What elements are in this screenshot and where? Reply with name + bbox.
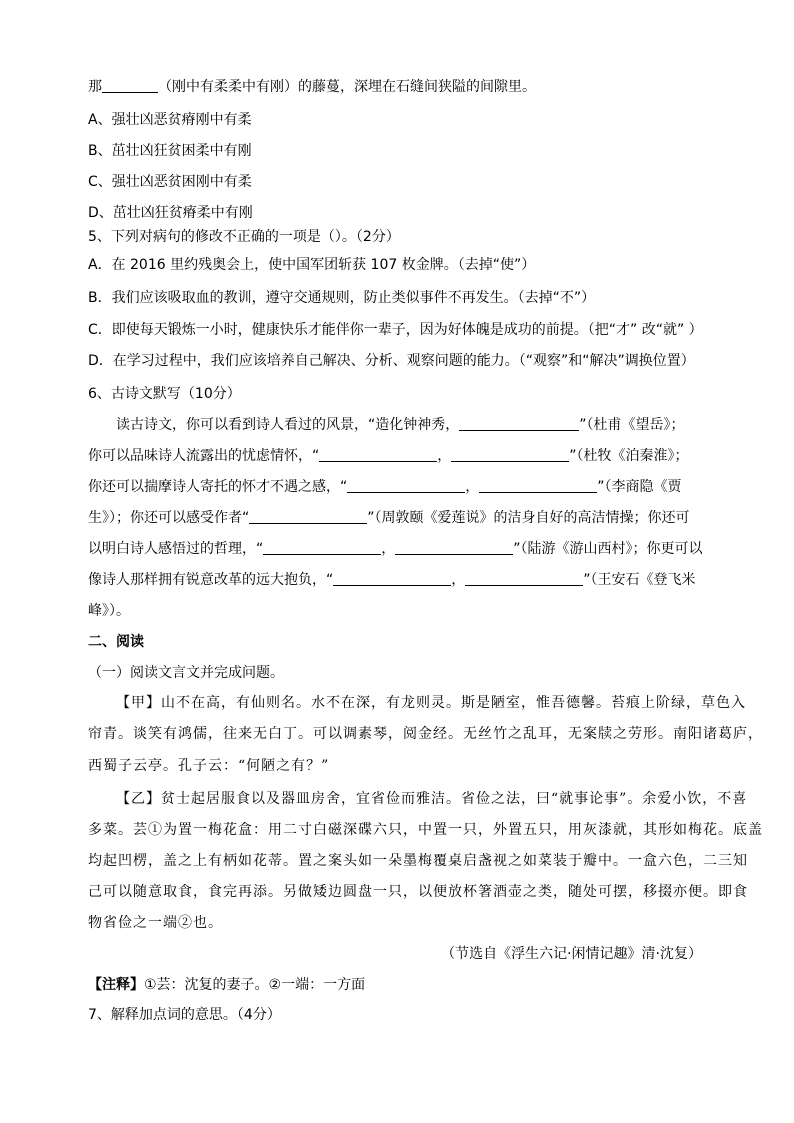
q6-line-1: 读古诗文，你可以看到诗人看过的风景，“造化钟神秀， ”（杜甫《望岳》； [116, 417, 685, 433]
q7-title: 7、解释加点词的意思。（4分） [88, 1007, 281, 1023]
yi-line-3: 均起凹楞，盖之上有柄如花蒂。置之案头如一朵墨梅覆桌启盏视之如菜装于瓣中。一盒六色，二三知 [88, 853, 748, 869]
jia-line-3: 西蜀子云亭。孔子云：“何陋之有？” [88, 758, 330, 774]
jia-line-2: 帘青。谈笑有鸿儒，往来无白丁。可以调素琴，阅金经。无丝竹之乱耳，无案牍之劳形。南阳诸葛庐， [88, 726, 763, 742]
source-citation: （节选自《浮生六记·闲情记趣》清·沈复） [441, 946, 702, 962]
q4-option-d: D、茁壮凶狂贫瘠柔中有刚 [88, 205, 253, 221]
q4-option-b: B、茁壮凶狂贫困柔中有刚 [88, 143, 252, 159]
q4-answer-blank [102, 78, 158, 93]
q6-blank-9 [333, 571, 451, 586]
q6-blank-2 [319, 447, 437, 462]
q5-option-b: B．我们应该吸取血的教训，遵守交通规则，防止类似事件不再发生。（去掉“不”） [88, 290, 596, 306]
yi-line-5: 物省俭之一端②也。 [88, 915, 223, 931]
note-label: 【注释】 [88, 977, 144, 993]
q5-option-a: A．在 2016 里约残奥会上，使中国军团斩获 107 枚金牌。（去掉“使”） [88, 257, 536, 273]
q5-option-d: D．在学习过程中，我们应该培养自己解决、分析、观察问题的能力。（“观察”和“解决”调换位置） [88, 353, 695, 369]
note-text: ①芸：沈复的妻子。②一端：一方面 [144, 977, 366, 993]
q6-title: 6、古诗文默写（10分） [88, 386, 241, 402]
q6-line-3: 你还可以揣摩诗人寄托的怀才不遇之感，“ ， ”（李商隐《贾 [88, 479, 682, 495]
q4-option-c: C、强壮凶恶贫困刚中有柔 [88, 174, 252, 190]
q6-blank-7 [263, 540, 381, 555]
q6-line-5: 以明白诗人感悟过的哲理，“ ， ”（陆游《游山西村》；你更可以 [88, 541, 703, 557]
reading-section-title: 二、阅读 [88, 634, 144, 650]
q6-blank-1 [459, 416, 579, 431]
q6-blank-4 [347, 478, 465, 493]
q4-stem-pre: 那 [88, 79, 102, 95]
q4-stem-post: （刚中有柔柔中有刚）的藤蔓，深埋在石缝间狭隘的间隙里。 [158, 79, 536, 95]
q6-blank-8 [395, 540, 513, 555]
q4-option-a: A、强壮凶恶贫瘠刚中有柔 [88, 112, 252, 128]
jia-line-1: 【甲】山不在高，有仙则名。水不在深，有龙则灵。斯是陋室，惟吾德馨。苔痕上阶绿，草色入 [116, 695, 746, 711]
q6-line-2: 你可以品味诗人流露出的忧虑情怀，“ ， ”（杜牧《泊秦淮》； [88, 448, 689, 464]
q6-blank-5 [479, 478, 597, 493]
q6-blank-6 [249, 509, 367, 524]
yi-line-2: 多菜。芸①为置一梅花盒：用二寸白磁深碟六只，中置一只，外置五只，用灰漆就，其形如梅花。底盖 [88, 822, 763, 838]
yi-line-1: 【乙】贫士起居服食以及器皿房舍，宜省俭而雅洁。省俭之法，曰“就事论事”。余爱小饮，不喜 [116, 791, 748, 807]
yi-line-4: 己可以随意取食，食完再添。另做矮边圆盘一只，以便放杯箸酒壶之类，随处可摆，移掇亦便。即食 [88, 884, 748, 900]
reading-subtitle: （一）阅读文言文并完成问题。 [88, 665, 284, 681]
q6-blank-3 [451, 447, 569, 462]
q5-option-c: C．即使每天锻炼一小时，健康快乐才能伴你一辈子，因为好体魄是成功的前提。（把“才” 改“就” ） [88, 322, 703, 338]
note-line [88, 976, 365, 994]
q5-title: 5、下列对病句的修改不正确的一项是（）。（2分） [88, 229, 400, 245]
q6-line-6: 像诗人那样拥有锐意改革的远大抱负，“ ， ”（王安石《登飞米 [88, 572, 696, 588]
q6-line-7: 峰》）。 [88, 603, 130, 619]
q6-blank-10 [465, 571, 583, 586]
q4-stem-line [88, 78, 536, 96]
q6-line-4: 生》）；你还可以感受作者“ ”（周敦颐《爱莲说》的洁身自好的高洁情操；你还可 [88, 510, 690, 526]
